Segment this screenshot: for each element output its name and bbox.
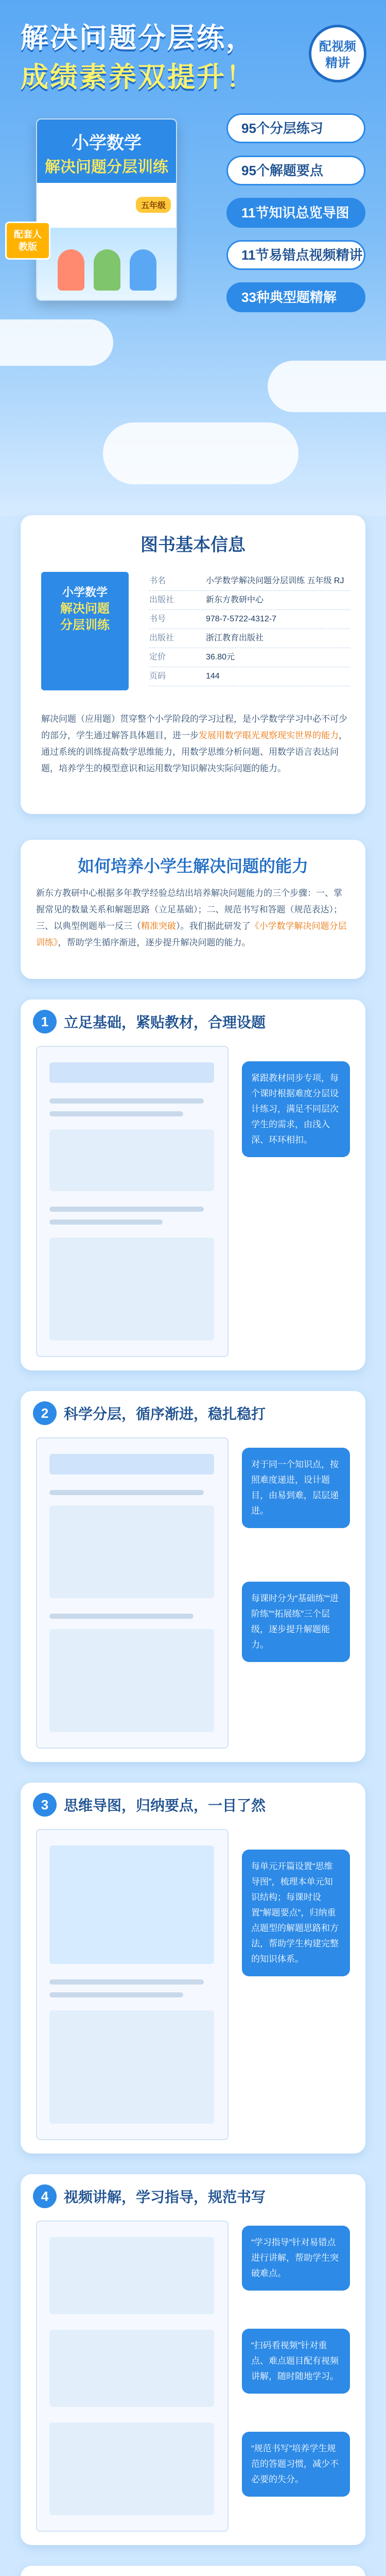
info-key: 出版社 [149,634,174,642]
feature-item: 95个分层练习 [226,113,365,143]
info-value: 小学数学解决问题分层训练 五年级 RJ [206,577,344,585]
howto-text-part: ，帮助学生循序渐进，逐步提升解决问题的能力。 [58,938,251,947]
page-exercise-block [49,1238,214,1341]
page-text-line [49,1992,183,1997]
sample-page-image [36,1046,229,1357]
info-value: 978-7-5722-4312-7 [206,615,276,623]
info-cover-line: 小学数学 [62,586,108,599]
feature-item: 95个解题要点 [226,156,365,185]
step-card-1 [21,999,365,1370]
video-badge-line1: 配视频 [319,40,356,54]
page-text-line [49,1979,204,1985]
info-value: 144 [206,672,220,681]
child-illustration [130,249,156,291]
step-number: 3 [33,1793,57,1817]
howto-text [36,885,350,951]
howto-highlight: 精准突破 [141,921,176,931]
sample-page-image [36,2221,229,2532]
book-info-table [149,572,350,686]
hero-title-line1: 解决问题分层练， [21,23,255,54]
step-callout: 紧跟教材同步专项，每个课时根据难度分层设计练习，满足不同层次学生的需求，由浅入深、环环相扣。 [242,1061,350,1157]
feature-item: 11节知识总览导图 [226,198,365,228]
step-title: 立足基础，紧贴教材，合理设题 [64,1014,266,1030]
page-text-line [49,1207,204,1212]
step-callout: 对于同一个知识点，按照难度递进，设计题目，由易到难，层层递进。 [242,1448,350,1528]
info-value: 36.80元 [206,653,235,662]
sample-page-image [36,1829,229,2140]
cloud-decoration [0,319,113,366]
step-title: 科学分层，循序渐进，稳扎稳打 [64,1406,266,1422]
hero-book-cover [36,118,177,301]
step-callout: 每单元开篇设置“思维导图”，梳理本单元知识结构；每课时设置“解题要点”，归纳重点题型的解题思路和方法，帮助学生构建完整的知识体系。 [242,1850,350,1976]
book-info-cover [41,572,129,690]
step-header [33,1401,266,1425]
info-key: 页码 [149,672,166,681]
feature-item: 33种典型题精解 [226,282,365,312]
step-title: 思维导图，归纳要点，一目了然 [64,1798,266,1814]
step-header [33,1010,266,1033]
step-number: 2 [33,1401,57,1425]
step-card-3 [21,1783,365,2154]
page-text-line [49,1614,194,1619]
info-cover-line: 分层训练 [60,618,110,632]
hero-banner [0,0,386,515]
page-header-block [49,1454,214,1475]
page-text-line [49,1098,204,1104]
video-badge [309,25,366,82]
step-callout: “学习指导”针对易错点进行讲解，帮助学生突破难点。 [242,2226,350,2291]
step-number: 1 [33,1010,57,1033]
step-callout: 每课时分为“基础练”“进阶练”“拓展练”三个层级，逐步提升解题能力。 [242,1582,350,1662]
book-cover-subtitle: 解决问题分层训练 [45,159,168,176]
step-header [33,1793,266,1817]
page-exercise-block [49,2422,214,2515]
child-illustration [94,249,120,291]
feature-item: 11节易错点视频精讲 [226,240,365,270]
page-text-line [49,1490,204,1495]
info-row [149,591,350,610]
book-cover-title: 小学数学 [72,133,142,153]
page-text-line [49,1111,183,1116]
feature-list [226,113,365,325]
page-exercise-block [49,1505,214,1598]
howto-highlight: 《小学数学解决问题分层训练》 [36,921,347,947]
howto-text-part: 新东方教研中心根据多年教学经验总结出培养解决问题能力的三个步骤：一、掌握常见的数量关系和解题思路（立足基础）；二、规范书写和答题（规范表达）；三、以典型例题举一反三（ [36,888,342,931]
edition-ribbon: 配套人教版 [5,222,50,260]
step-number: 4 [33,2184,57,2208]
info-row [149,572,350,591]
step-header [33,2184,266,2208]
desc-text: 解决问题（应用题）贯穿整个小学阶段的学习过程，是小学数学学习中必不可少的部分，学生通过解答具体题目，进一步 [41,714,347,740]
step-card-2 [21,1391,365,1762]
info-row [149,629,350,648]
hero-title [21,19,309,97]
info-row [149,667,350,686]
page-header-block [49,1062,214,1083]
info-value: 浙江教育出版社 [206,634,264,642]
howto-section [21,840,365,979]
step-callout: “扫码看视频”针对重点、难点题目配有视频讲解，随时随地学习。 [242,2329,350,2394]
cloud-decoration [103,422,299,484]
page-text-line [49,1219,163,1225]
info-row [149,610,350,629]
info-key: 书号 [149,615,166,623]
howto-title: 如何培养小学生解决问题的能力 [77,857,308,875]
step-callout: “规范书写”培养学生规范的答题习惯，减少不必要的失分。 [242,2432,350,2497]
info-key: 书名 [149,577,166,585]
book-grade-badge: 五年级 [136,197,171,213]
book-info-card [21,515,365,814]
info-value: 新东方教研中心 [206,596,264,604]
video-badge-line2: 精讲 [325,56,350,70]
page-exercise-block [49,2010,214,2124]
mind-map-block [49,1845,214,1964]
info-cover-line: 解决问题 [60,602,110,616]
hero-title-line2: 成绩素养双提升！ [21,62,255,93]
page-exercise-block [49,2330,214,2407]
cloud-decoration [268,361,386,412]
book-cover-illustration [37,228,176,300]
page-exercise-block [49,1129,214,1191]
sample-page-image [36,1437,229,1749]
info-row [149,648,350,667]
desc-text: ，通过系统的训练提高数学思维能力，用数学思维分析问题、用数学语言表达问题，培养学生的模型意识和运用数学知识解决实际问题的能力。 [41,731,347,773]
child-illustration [58,249,84,291]
step-card-4 [21,2174,365,2545]
book-info-title: 图书基本信息 [141,535,245,555]
page-exercise-block [49,1629,214,1732]
howto-text-part: ）。我们据此研发了 [176,921,251,931]
book-cover-header [37,120,176,183]
page-exercise-block [49,2237,214,2314]
step-card-5 [21,2566,365,2576]
desc-highlight: 发展用数学眼光观察现实世界的能力 [199,731,339,740]
info-key: 出版社 [149,596,174,604]
step-title: 视频讲解，学习指导，规范书写 [64,2189,266,2205]
book-info-description [41,711,350,777]
info-key: 定价 [149,653,166,662]
